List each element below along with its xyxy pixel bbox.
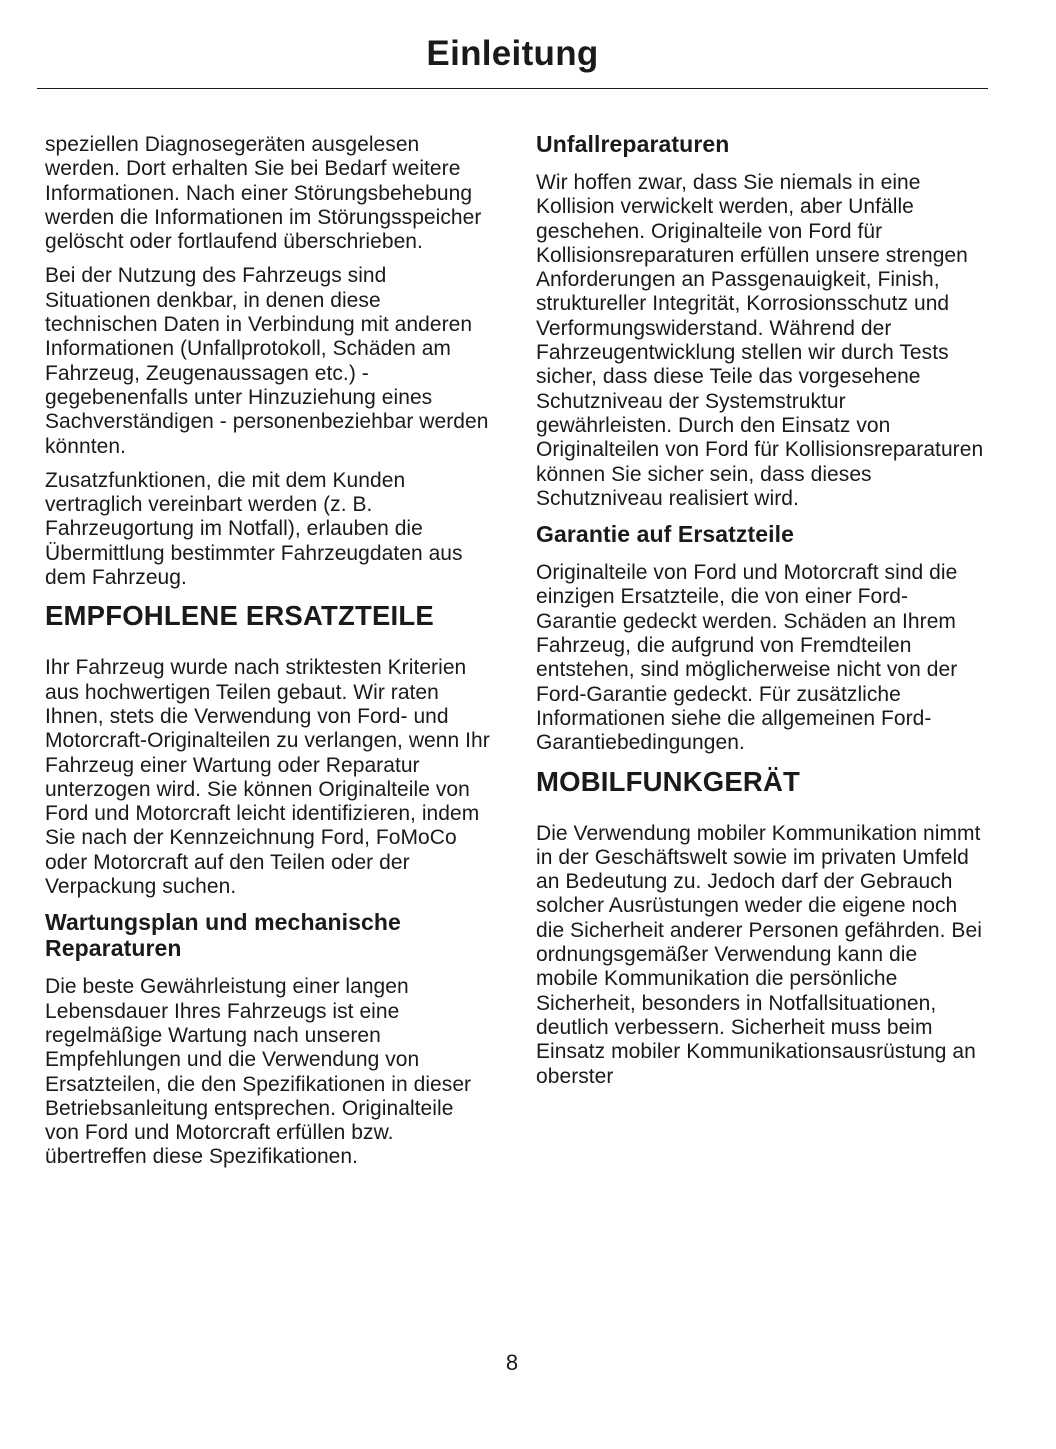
page-title: Einleitung bbox=[426, 34, 599, 73]
page-number: 8 bbox=[505, 1350, 519, 1375]
paragraph-mobile-phone: Die Verwendung mobiler Kommunikation nimmt in der Geschäftswelt sowie im privaten Umfeld an Bedeutung zu. Jedoch darf der Gebrauch solcher Ausrüstungen weder die eigene noch die Sicherheit anderer Personen gefährden. Bei ordnungsgemäßer Verwendung kann die mobile Kommunikation die persönliche Sicherheit, besonders in Notfallsituationen, deutlich verbessern. Sicherheit muss beim Einsatz mobiler Kommunikationsausrüstung an oberster bbox=[536, 821, 982, 1088]
section-heading-mobile-phone: MOBILFUNKGERÄT bbox=[536, 765, 801, 797]
subheading-maintenance-plan: Wartungsplan und mechanische Reparaturen bbox=[45, 909, 401, 962]
right-column bbox=[536, 131, 984, 1099]
subheading-parts-warranty: Garantie auf Ersatzteile bbox=[536, 521, 795, 548]
left-column bbox=[45, 133, 493, 1180]
page-header bbox=[37, 0, 988, 89]
paragraph-maintenance-plan: Die beste Gewährleistung einer langen Lebensdauer Ihres Fahrzeugs ist eine regelmäßige Wartung nach unseren Empfehlungen und die Verwendung von Ersatzteilen, die den Spezifikationen in dieser Betriebsanleitung entsprechen. Originalteile von Ford und Motorcraft erfüllen bzw. übertreffen diese Spezifikationen. bbox=[45, 975, 472, 1169]
section-heading-recommended-parts: EMPFOHLENE ERSATZTEILE bbox=[45, 600, 434, 632]
paragraph-accident-repairs: Wir hoffen zwar, dass Sie niemals in eine Kollision verwickelt werden, aber Unfälle geschehen. Originalteile von Ford für Kollisionsreparaturen erfüllen unsere strengen Anforderungen an Passgenauigkeit, Finish, struktureller Integrität, Korrosionsschutz und Verformungswiderstand. Während der Fahrzeugentwicklung stellen wir durch Tests sicher, dass diese Teile das vorgesehene Schutzniveau der Systemstruktur gewährleisten. Durch den Einsatz von Originalteilen von Ford für Kollisionsreparaturen können Sie sicher sein, dass dieses Schutzniveau realisiert wird. bbox=[536, 171, 984, 510]
paragraph-parts-warranty: Originalteile von Ford und Motorcraft sind die einzigen Ersatzteile, die von einer Ford-Garantie gedeckt werden. Schäden an Ihrem Fahrzeug, die aufgrund von Fremdteilen entstehen, sind möglicherweise nicht von der Ford-Garantie gedeckt. Für zusätzliche Informationen siehe die allgemeinen Ford-Garantiebedingungen. bbox=[536, 561, 958, 755]
subheading-accident-repairs: Unfallreparaturen bbox=[536, 131, 730, 157]
paragraph-data-usage: Bei der Nutzung des Fahrzeugs sind Situationen denkbar, in denen diese technischen Daten in Verbindung mit anderen Informationen (Unfallprotokoll, Schäden am Fahrzeug, Zeugenaussagen etc.) - gegebenenfalls unter Hinzuziehung eines Sachverständigen - personenbeziehbar werden könnten. bbox=[45, 264, 489, 458]
paragraph-additional-functions: Zusatzfunktionen, die mit dem Kunden vertraglich vereinbart werden (z. B. Fahrzeugortung im Notfall), erlauben die Übermittlung bestimmter Fahrzeugdaten aus dem Fahrzeug. bbox=[45, 468, 463, 590]
paragraph-diagnostics: speziellen Diagnosegeräten ausgelesen werden. Dort erhalten Sie bei Bedarf weitere Informationen. Nach einer Störungsbehebung werden die Informationen im Störungsspeicher gelöscht oder fortlaufend überschrieben. bbox=[45, 133, 482, 254]
paragraph-recommended-parts: Ihr Fahrzeug wurde nach striktesten Kriterien aus hochwertigen Teilen gebaut. Wir raten Ihnen, stets die Verwendung von Ford- und Motorcraft-Originalteilen zu verlangen, wenn Ihr Fahrzeug einer Wartung oder Reparatur unterzogen wird. Sie können Originalteile von Ford und Motorcraft leicht identifizieren, indem Sie nach der Kennzeichnung Ford, FoMoCo oder Motorcraft auf den Teilen oder der Verpackung suchen. bbox=[45, 656, 490, 899]
